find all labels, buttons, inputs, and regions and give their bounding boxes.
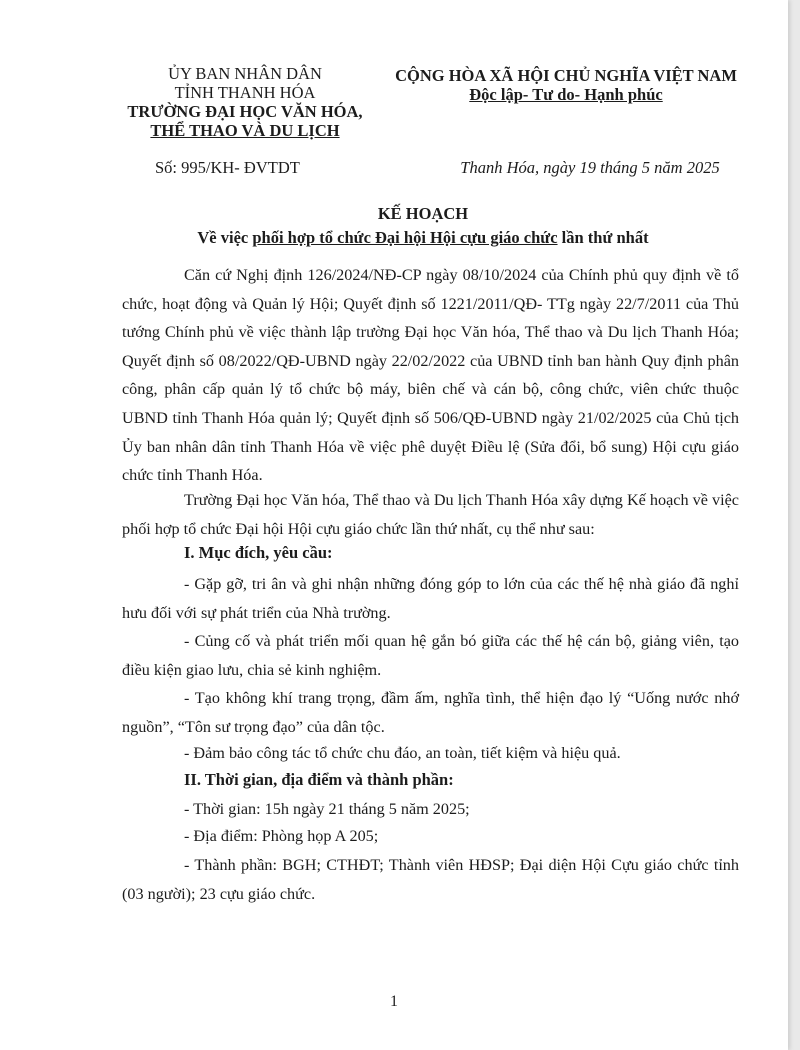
section-1-item-3: - Tạo không khí trang trọng, đầm ấm, nghĩa tình, thể hiện đạo lý “Uống nước nhớ nguồn”, “Tôn sư trọng đạo” của dân tộc. (122, 689, 739, 736)
issuer-line-4: THỂ THAO VÀ DU LỊCH (150, 121, 340, 140)
subtitle-underlined: phối hợp tổ chức Đại hội Hội cựu giáo chức (252, 228, 558, 247)
document-subtitle (100, 228, 746, 248)
paragraph-intro: Trường Đại học Văn hóa, Thể thao và Du lịch Thanh Hóa xây dựng Kế hoạch về việc phối hợp tổ chức Đại hội Hội cựu giáo chức lần thứ nhất, cụ thể như sau: (122, 491, 739, 538)
subtitle-pre: Về việc (197, 228, 253, 247)
section-1-item-4: - Đảm bảo công tác tổ chức chu đáo, an toàn, tiết kiệm và hiệu quả. (184, 744, 621, 762)
subtitle-post: lần thứ nhất (557, 228, 649, 247)
document-title: KẾ HOẠCH (377, 204, 469, 223)
issuer-line-2: TỈNH THANH HÓA (174, 83, 316, 102)
national-header (392, 66, 740, 104)
section-2-item-2: - Địa điểm: Phòng họp A 205; (184, 827, 379, 845)
section-2-heading: II. Thời gian, địa điểm và thành phần: (184, 770, 454, 789)
national-motto: Độc lập- Tư do- Hạnh phúc (469, 85, 663, 104)
issuer-header (110, 64, 380, 140)
date-line: Thanh Hóa, ngày 19 tháng 5 năm 2025 (460, 158, 720, 177)
section-1-item-2: - Củng cố và phát triển mối quan hệ gắn bó giữa các thế hệ cán bộ, giảng viên, tạo điều kiện giao lưu, chia sẻ kinh nghiệm. (122, 632, 739, 679)
issuer-line-1: ỦY BAN NHÂN DÂN (168, 64, 322, 83)
document-number: Số: 995/KH- ĐVTDT (155, 158, 300, 177)
section-1-heading: I. Mục đích, yêu cầu: (184, 543, 333, 562)
paragraph-legal-basis: Căn cứ Nghị định 126/2024/NĐ-CP ngày 08/10/2024 của Chính phủ quy định về tổ chức, hoạt động và Quản lý Hội; Quyết định số 1221/2011/QĐ- TTg ngày 22/7/2011 của Thủ tướng Chính phủ về việc thành lập trường Đại học Văn hóa, Thể thao và Du lịch Thanh Hóa; Quyết định số 08/2022/QĐ-UBND ngày 22/02/2022 của UBND tỉnh ban hành Quy định phân công, phân cấp quản lý tổ chức bộ máy, biên chế và cán bộ, công chức, viên chức thuộc UBND tỉnh Thanh Hóa quản lý; Quyết định số 506/QĐ-UBND ngày 21/02/2025 của Chủ tịch Ủy ban nhân dân tỉnh Thanh Hóa về việc phê duyệt Điều lệ (Sửa đổi, bổ sung) Hội cựu giáo chức tỉnh Thanh Hóa. (122, 266, 739, 485)
page-number: 1 (390, 993, 398, 1010)
section-1-item-1: - Gặp gỡ, tri ân và ghi nhận những đóng góp to lớn của các thế hệ nhà giáo đã nghỉ hưu đối với sự phát triển của Nhà trường. (122, 575, 739, 622)
issuer-line-3: TRƯỜNG ĐẠI HỌC VĂN HÓA, (127, 102, 363, 121)
national-title: CỘNG HÒA XÃ HỘI CHỦ NGHĨA VIỆT NAM (395, 66, 737, 85)
section-2-item-1: - Thời gian: 15h ngày 21 tháng 5 năm 2025; (184, 800, 470, 818)
section-2-item-3: - Thành phần: BGH; CTHĐT; Thành viên HĐSP; Đại diện Hội Cựu giáo chức tỉnh (03 người); 23 cựu giáo chức. (122, 856, 739, 903)
